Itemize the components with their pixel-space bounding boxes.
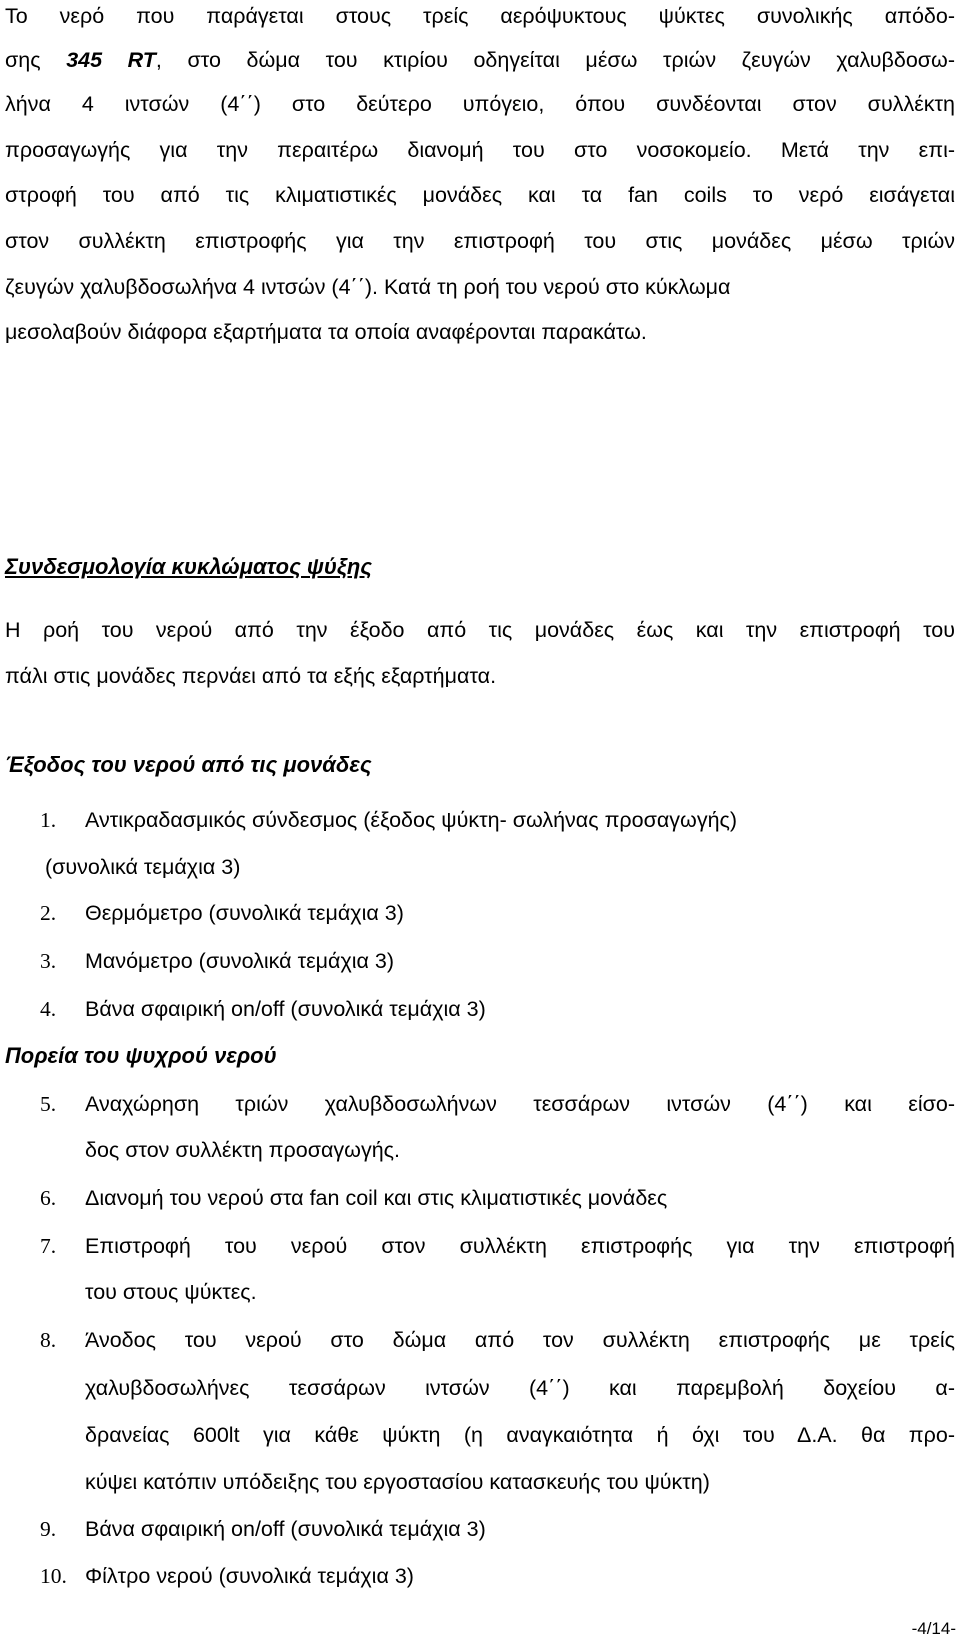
list-item: Βάνα σφαιρική on/off (συνολικά τεμάχια 3): [85, 997, 486, 1021]
section-title: Συνδεσμολογία κυκλώματος ψύξης: [5, 554, 372, 579]
list-item: Επιστροφή του νερού στον συλλέκτη επιστροφής για την επιστροφή: [85, 1234, 955, 1258]
item-number: 4.: [40, 997, 57, 1021]
capacity-value: 345 RT: [66, 48, 156, 72]
list-item-continuation: χαλυβδοσωλήνες τεσσάρων ιντσών (4΄΄) και παρεμβολή δοχείου α-: [85, 1376, 955, 1400]
item-number: 8.: [40, 1328, 57, 1352]
item-number: 6.: [40, 1186, 57, 1210]
list-item: Μανόμετρο (συνολικά τεμάχια 3): [85, 949, 395, 973]
page-number: -4/14-: [911, 1619, 956, 1638]
item-number: 1.: [40, 808, 57, 832]
intro-line-8: μεσολαβούν διάφορα εξαρτήματα τα οποία αναφέρονται παρακάτω.: [5, 320, 647, 344]
intro-line-2-post: , στο δώμα του κτιρίου οδηγείται μέσω τριών ζευγών χαλυβδοσω-: [155, 48, 955, 72]
item-number: 5.: [40, 1092, 57, 1116]
intro-line-2: [5, 50, 955, 72]
item-number: 10.: [40, 1564, 67, 1588]
section-intro-line-2: πάλι στις μονάδες περνάει από τα εξής εξαρτήματα.: [5, 664, 497, 688]
list-item: Διανομή του νερού στα fan coil και στις κλιματιστικές μονάδες: [85, 1186, 668, 1210]
list-item: Θερμόμετρο (συνολικά τεμάχια 3): [85, 901, 404, 925]
subsection-cold-water-title: Πορεία του ψυχρού νερού: [5, 1043, 277, 1068]
list-item-continuation: (συνολικά τεμάχια 3): [45, 855, 241, 879]
list-item-continuation: δρανείας 600lt για κάθε ψύκτη (η αναγκαιότητα ή όχι του Δ.Α. θα προ-: [85, 1423, 955, 1447]
list-item-continuation: του στους ψύκτες.: [85, 1280, 257, 1304]
intro-line-6: στον συλλέκτη επιστροφής για την επιστροφή του στις μονάδες μέσω τριών: [5, 229, 955, 253]
intro-line-2-pre: σης: [5, 48, 67, 72]
intro-line-3: λήνα 4 ιντσών (4΄΄) στο δεύτερο υπόγειο, όπου συνδέονται στον συλλέκτη: [5, 92, 955, 116]
item-number: 2.: [40, 901, 57, 925]
intro-line-4: προσαγωγής για την περαιτέρω διανομή του στο νοσοκομείο. Μετά την επι-: [5, 138, 955, 162]
list-item: Βάνα σφαιρική on/off (συνολικά τεμάχια 3): [85, 1517, 486, 1541]
item-number: 7.: [40, 1234, 57, 1258]
subsection-exit-title: Έξοδος του νερού από τις μονάδες: [5, 752, 372, 777]
item-number: 3.: [40, 949, 57, 973]
list-item: Φίλτρο νερού (συνολικά τεμάχια 3): [85, 1564, 414, 1588]
list-item: Αντικραδασμικός σύνδεσμος (έξοδος ψύκτη- σωλήνας προσαγωγής): [85, 808, 738, 832]
intro-line-1: Το νερό που παράγεται στους τρείς αερόψυκτους ψύκτες συνολικής απόδο-: [5, 4, 955, 28]
list-item: Αναχώρηση τριών χαλυβδοσωλήνων τεσσάρων ιντσών (4΄΄) και είσο-: [85, 1092, 955, 1116]
list-item-continuation: δος στον συλλέκτη προσαγωγής.: [85, 1138, 400, 1162]
intro-line-5: στροφή του από τις κλιματιστικές μονάδες και τα fan coils το νερό εισάγεται: [5, 183, 955, 207]
list-item: Άνοδος του νερού στο δώμα από τον συλλέκτη επιστροφής με τρείς: [85, 1328, 955, 1352]
item-number: 9.: [40, 1517, 57, 1541]
section-intro-line-1: Η ροή του νερού από την έξοδο από τις μονάδες έως και την επιστροφή του: [5, 618, 955, 642]
list-item-continuation: κύψει κατόπιν υπόδειξης του εργοστασίου κατασκευής του ψύκτη): [85, 1470, 710, 1494]
intro-line-7: ζευγών χαλυβδοσωλήνα 4 ιντσών (4΄΄). Κατά τη ροή του νερού στο κύκλωμα: [5, 275, 731, 299]
